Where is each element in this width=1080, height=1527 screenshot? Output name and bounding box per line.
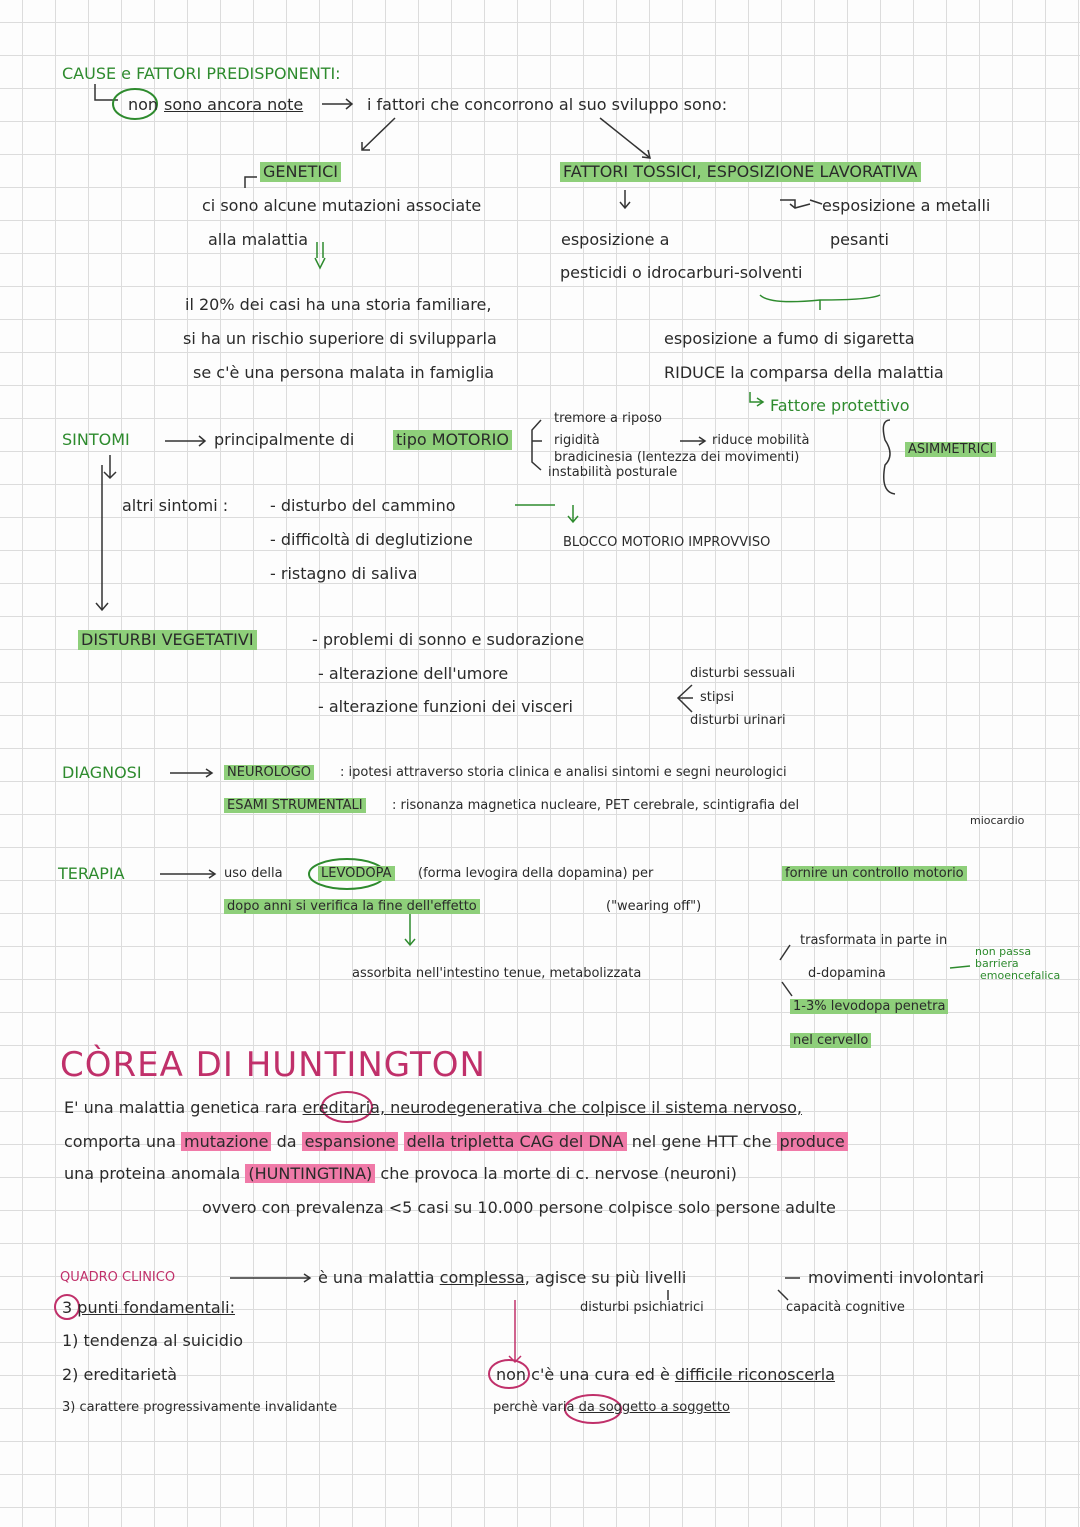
cause-non: non [128, 95, 159, 114]
motor-item-2: rigidità [554, 433, 600, 448]
level-2: disturbi psichiatrici [580, 1300, 704, 1315]
genetic-fam3: se c'è una persona malata in famiglia [193, 363, 495, 382]
esami-text: : risonanza magnetica nucleare, PET cerebrale, scintigrafia del [392, 798, 800, 813]
smoke-line1: esposizione a fumo di sigaretta [664, 329, 915, 348]
vegetativi-title: DISTURBI VEGETATIVI [78, 630, 257, 650]
miocardio: miocardio [970, 814, 1025, 827]
point-2: 2) ereditarietà [62, 1365, 178, 1384]
motor-item-4: instabilità posturale [548, 465, 678, 480]
smoke-line2: RIDUCE la comparsa della malattia [664, 363, 944, 382]
cause-unknown: sono ancora note [164, 95, 304, 114]
neurologo-label: NEUROLOGO [224, 765, 314, 780]
emoencefalica: emoencefalica [980, 969, 1061, 982]
terapia-wearing: ("wearing off") [606, 899, 702, 914]
huntington-line4: ovvero con prevalenza <5 casi su 10.000 persone colpisce solo persone adulte [202, 1198, 836, 1217]
non-passa: non passa [975, 945, 1032, 958]
motor-item-1: tremore a riposo [554, 411, 662, 426]
visceri-item-1: disturbi sessuali [690, 666, 796, 681]
terapia-uso: uso della [224, 866, 283, 881]
huntington-title: CÒREA DI HUNTINGTON [60, 1045, 486, 1085]
level-1: movimenti involontari [808, 1268, 984, 1287]
huntington-line1: E' una malattia genetica rara ereditaria, neurodegenerativa che colpisce il sistema nervoso, [64, 1098, 803, 1117]
neurologo-text: : ipotesi attraverso storia clinica e analisi sintomi e segni neurologici [340, 765, 787, 780]
toxic-title: FATTORI TOSSICI, ESPOSIZIONE LAVORATIVA [560, 162, 921, 182]
asymmetric: ASIMMETRICI [905, 442, 996, 457]
pest-line1: esposizione a [561, 230, 670, 249]
barriera: barriera [975, 957, 1019, 970]
terapia-forma: (forma levogira della dopamina) per [418, 866, 654, 881]
genetic-title: GENETICI [260, 162, 341, 182]
nel-cervello: nel cervello [790, 1033, 871, 1048]
terapia-assorbita: assorbita nell'intestino tenue, metabolizzata [352, 966, 642, 981]
genetic-line2: alla malattia [208, 230, 309, 249]
diagnosi-title: DIAGNOSI [62, 763, 142, 782]
non-cura: non c'è una cura ed è difficile riconoscerla [496, 1365, 835, 1384]
terapia-trasformata: trasformata in parte in [800, 933, 948, 948]
other-symptoms-label: altri sintomi : [122, 496, 229, 515]
genetic-fam2: si ha un rischio superiore di svilupparla [183, 329, 497, 348]
sintomi-main: principalmente di [214, 430, 355, 449]
genetic-line1: ci sono alcune mutazioni associate [202, 196, 482, 215]
other-symptom-2: - difficoltà di deglutizione [270, 530, 473, 549]
cause-title: CAUSE e FATTORI PREDISPONENTI: [62, 64, 341, 83]
metals-line1: esposizione a metalli [822, 196, 991, 215]
vegetativi-item-2: - alterazione dell'umore [318, 664, 509, 683]
terapia-controllo: fornire un controllo motorio [782, 866, 967, 881]
quadro-intro: è una malattia complessa, agisce su più livelli [318, 1268, 687, 1287]
other-symptom-3: - ristagno di saliva [270, 564, 418, 583]
point-1: 1) tendenza al suicidio [62, 1331, 244, 1350]
point-3: 3) carattere progressivamente invalidante [62, 1400, 338, 1415]
sintomi-title: SINTOMI [62, 430, 130, 449]
motor-block: BLOCCO MOTORIO IMPROVVISO [563, 535, 771, 550]
three-points: 3 punti fondamentali: [62, 1298, 235, 1317]
pest-line2: pesticidi o idrocarburi-solventi [560, 263, 803, 282]
huntington-line2: comporta una mutazione da espansione della tripletta CAG del DNA nel gene HTT che produce [64, 1132, 848, 1152]
factors-intro: i fattori che concorrono al suo sviluppo sono: [367, 95, 728, 114]
quadro-title: QUADRO CLINICO [60, 1270, 176, 1285]
vegetativi-item-1: - problemi di sonno e sudorazione [312, 630, 584, 649]
level-3: capacità cognitive [786, 1300, 905, 1315]
visceri-item-3: disturbi urinari [690, 713, 786, 728]
rara-word: rara [264, 1098, 298, 1117]
terapia-fine: dopo anni si verifica la fine dell'effetto [224, 899, 480, 914]
terapia-title: TERAPIA [58, 864, 125, 883]
motor-item-3: bradicinesia (lentezza dei movimenti) [554, 450, 800, 465]
metals-line2: pesanti [830, 230, 889, 249]
protective-factor: Fattore protettivo [770, 396, 910, 415]
huntington-line3: una proteina anomala (HUNTINGTINA) che provoca la morte di c. nervose (neuroni) [64, 1164, 737, 1183]
vegetativi-item-3: - alterazione funzioni dei visceri [318, 697, 573, 716]
terapia-levodopa: LEVODOPA [318, 866, 395, 881]
genetic-fam1: il 20% dei casi ha una storia familiare, [185, 295, 492, 314]
levodopa-penetra: 1-3% levodopa penetra [790, 999, 948, 1014]
terapia-adopamina: d-dopamina [808, 966, 886, 981]
visceri-item-2: stipsi [700, 690, 735, 705]
varia-line: perchè varia da soggetto a soggetto [493, 1400, 730, 1415]
other-symptom-1: - disturbo del cammino [270, 496, 456, 515]
reduces-mobility: riduce mobilità [712, 433, 810, 448]
esami-label: ESAMI STRUMENTALI [224, 798, 366, 813]
sintomi-motor: tipo MOTORIO [393, 430, 512, 450]
